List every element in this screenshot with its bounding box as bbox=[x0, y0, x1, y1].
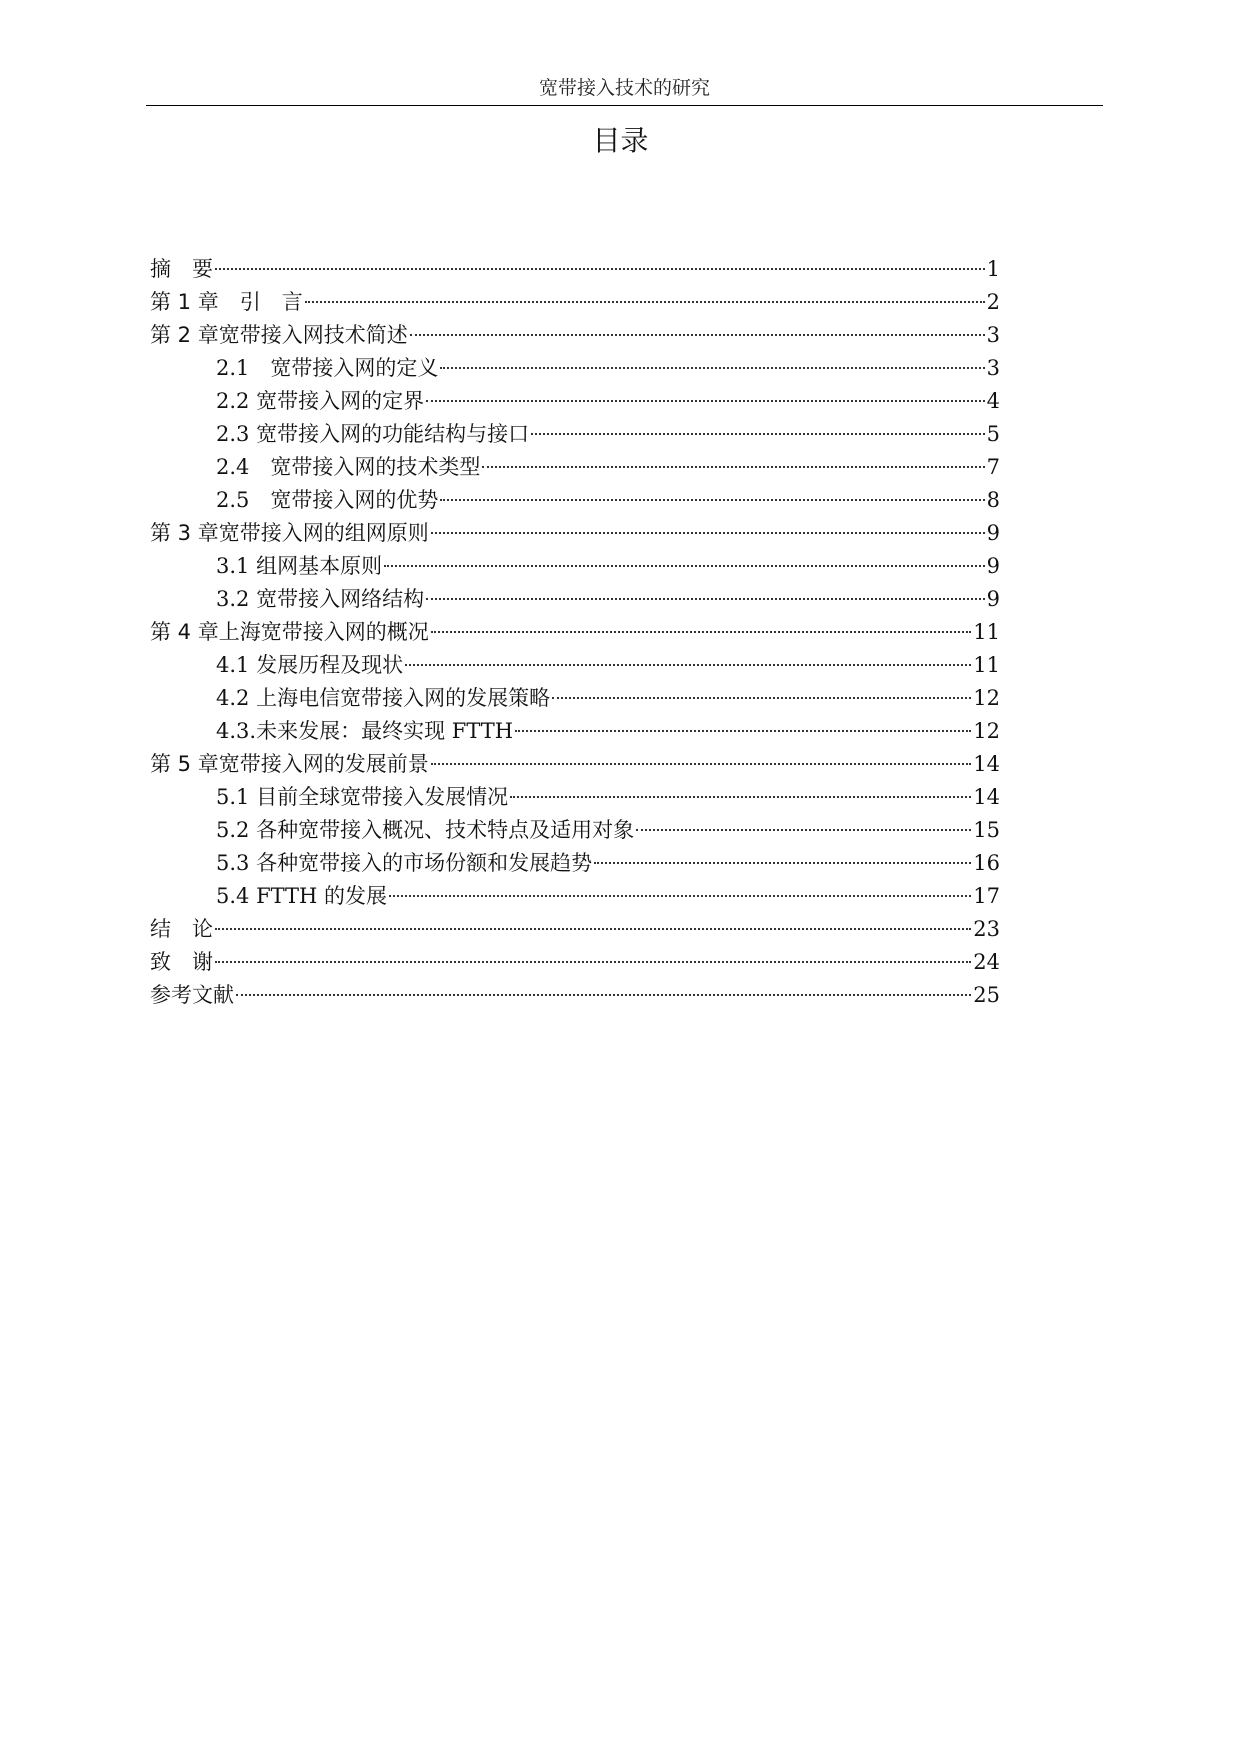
toc-entry-page-number: 7 bbox=[986, 455, 1000, 479]
dot-leader bbox=[305, 301, 985, 303]
toc-entry-page-number: 16 bbox=[973, 851, 1000, 875]
toc-entry[interactable] bbox=[150, 550, 1000, 583]
dot-leader bbox=[426, 598, 985, 600]
toc-entry-label: 结 论 bbox=[150, 917, 213, 941]
dot-leader bbox=[426, 400, 985, 402]
dot-leader bbox=[405, 664, 971, 666]
toc-entry-label: 第 3 章宽带接入网的组网原则 bbox=[150, 521, 429, 545]
toc-entry-label: 第 1 章 引 言 bbox=[150, 290, 303, 314]
toc-entry[interactable] bbox=[150, 880, 1000, 913]
toc-entry-label: 4.2 上海电信宽带接入网的发展策略 bbox=[216, 686, 551, 710]
dot-leader bbox=[431, 763, 972, 765]
toc-entry-label: 5.4 FTTH 的发展 bbox=[216, 884, 388, 908]
dot-leader bbox=[594, 862, 971, 864]
toc-entry-page-number: 9 bbox=[986, 554, 1000, 578]
toc-entry-page-number: 4 bbox=[986, 389, 1000, 413]
toc-entry[interactable] bbox=[150, 418, 1000, 451]
toc-entry-page-number: 23 bbox=[973, 917, 1000, 941]
toc-entry[interactable] bbox=[150, 913, 1000, 946]
toc-entry[interactable] bbox=[150, 649, 1000, 682]
toc-entry[interactable] bbox=[150, 583, 1000, 616]
toc-entry-label: 4.3.未来发展：最终实现 FTTH bbox=[216, 719, 514, 743]
toc-entry-page-number: 2 bbox=[986, 290, 1000, 314]
toc-entry-label: 5.1 目前全球宽带接入发展情况 bbox=[216, 785, 509, 809]
toc-entry-label: 2.4 宽带接入网的技术类型 bbox=[216, 455, 481, 479]
toc-entry-page-number: 9 bbox=[986, 587, 1000, 611]
toc-entry-page-number: 3 bbox=[986, 323, 1000, 347]
toc-entry-page-number: 1 bbox=[986, 257, 1000, 281]
toc-entry-label: 2.1 宽带接入网的定义 bbox=[216, 356, 439, 380]
page-title: 目录 bbox=[592, 124, 649, 157]
toc-entry-label: 3.2 宽带接入网络结构 bbox=[216, 587, 425, 611]
toc-entry-page-number: 12 bbox=[973, 686, 1000, 710]
dot-leader bbox=[531, 433, 985, 435]
toc-entry[interactable] bbox=[150, 715, 1000, 748]
toc-entry[interactable] bbox=[150, 616, 1000, 649]
toc-entry-label: 摘 要 bbox=[150, 257, 213, 281]
dot-leader bbox=[440, 367, 984, 369]
toc-entry[interactable] bbox=[150, 946, 1000, 979]
header-rule bbox=[146, 105, 1103, 106]
toc-entry[interactable] bbox=[150, 748, 1000, 781]
dot-leader bbox=[515, 730, 971, 732]
toc-entry-page-number: 9 bbox=[986, 521, 1000, 545]
toc-entry-page-number: 12 bbox=[973, 719, 1000, 743]
toc-entry-label: 参考文献 bbox=[150, 983, 234, 1007]
toc-entry-page-number: 11 bbox=[973, 620, 1000, 644]
toc-entry-page-number: 14 bbox=[973, 752, 1000, 776]
toc-entry-page-number: 5 bbox=[986, 422, 1000, 446]
dot-leader bbox=[215, 961, 971, 963]
running-header: 宽带接入技术的研究 bbox=[538, 77, 710, 99]
dot-leader bbox=[215, 928, 971, 930]
table-of-contents bbox=[150, 253, 1000, 1012]
toc-entry-page-number: 3 bbox=[986, 356, 1000, 380]
toc-entry[interactable] bbox=[150, 814, 1000, 847]
toc-entry-label: 3.1 组网基本原则 bbox=[216, 554, 383, 578]
toc-entry[interactable] bbox=[150, 847, 1000, 880]
toc-entry-label: 5.2 各种宽带接入概况、技术特点及适用对象 bbox=[216, 818, 635, 842]
dot-leader bbox=[431, 631, 972, 633]
toc-entry-page-number: 11 bbox=[973, 653, 1000, 677]
toc-entry[interactable] bbox=[150, 484, 1000, 517]
toc-entry[interactable] bbox=[150, 352, 1000, 385]
dot-leader bbox=[510, 796, 971, 798]
toc-entry-label: 4.1 发展历程及现状 bbox=[216, 653, 404, 677]
dot-leader bbox=[431, 532, 985, 534]
toc-entry[interactable] bbox=[150, 979, 1000, 1012]
toc-entry-page-number: 25 bbox=[973, 983, 1000, 1007]
toc-entry-label: 致 谢 bbox=[150, 950, 213, 974]
toc-entry-page-number: 8 bbox=[986, 488, 1000, 512]
toc-entry[interactable] bbox=[150, 319, 1000, 352]
toc-entry-page-number: 17 bbox=[973, 884, 1000, 908]
dot-leader bbox=[410, 334, 985, 336]
toc-entry-page-number: 15 bbox=[973, 818, 1000, 842]
dot-leader bbox=[440, 499, 984, 501]
dot-leader bbox=[236, 994, 971, 996]
toc-entry-label: 5.3 各种宽带接入的市场份额和发展趋势 bbox=[216, 851, 593, 875]
toc-entry-label: 2.2 宽带接入网的定界 bbox=[216, 389, 425, 413]
toc-entry-label: 第 2 章宽带接入网技术简述 bbox=[150, 323, 408, 347]
toc-entry[interactable] bbox=[150, 385, 1000, 418]
dot-leader bbox=[384, 565, 985, 567]
toc-entry-label: 2.5 宽带接入网的优势 bbox=[216, 488, 439, 512]
dot-leader bbox=[215, 268, 985, 270]
toc-entry[interactable] bbox=[150, 517, 1000, 550]
toc-entry[interactable] bbox=[150, 781, 1000, 814]
toc-entry[interactable] bbox=[150, 253, 1000, 286]
toc-entry-label: 2.3 宽带接入网的功能结构与接口 bbox=[216, 422, 530, 446]
dot-leader bbox=[552, 697, 971, 699]
toc-entry[interactable] bbox=[150, 451, 1000, 484]
toc-entry[interactable] bbox=[150, 682, 1000, 715]
toc-entry-label: 第 4 章上海宽带接入网的概况 bbox=[150, 620, 429, 644]
dot-leader bbox=[389, 895, 971, 897]
toc-entry-label: 第 5 章宽带接入网的发展前景 bbox=[150, 752, 429, 776]
toc-entry-page-number: 14 bbox=[973, 785, 1000, 809]
dot-leader bbox=[636, 829, 971, 831]
dot-leader bbox=[482, 466, 984, 468]
toc-entry-page-number: 24 bbox=[973, 950, 1000, 974]
toc-entry[interactable] bbox=[150, 286, 1000, 319]
